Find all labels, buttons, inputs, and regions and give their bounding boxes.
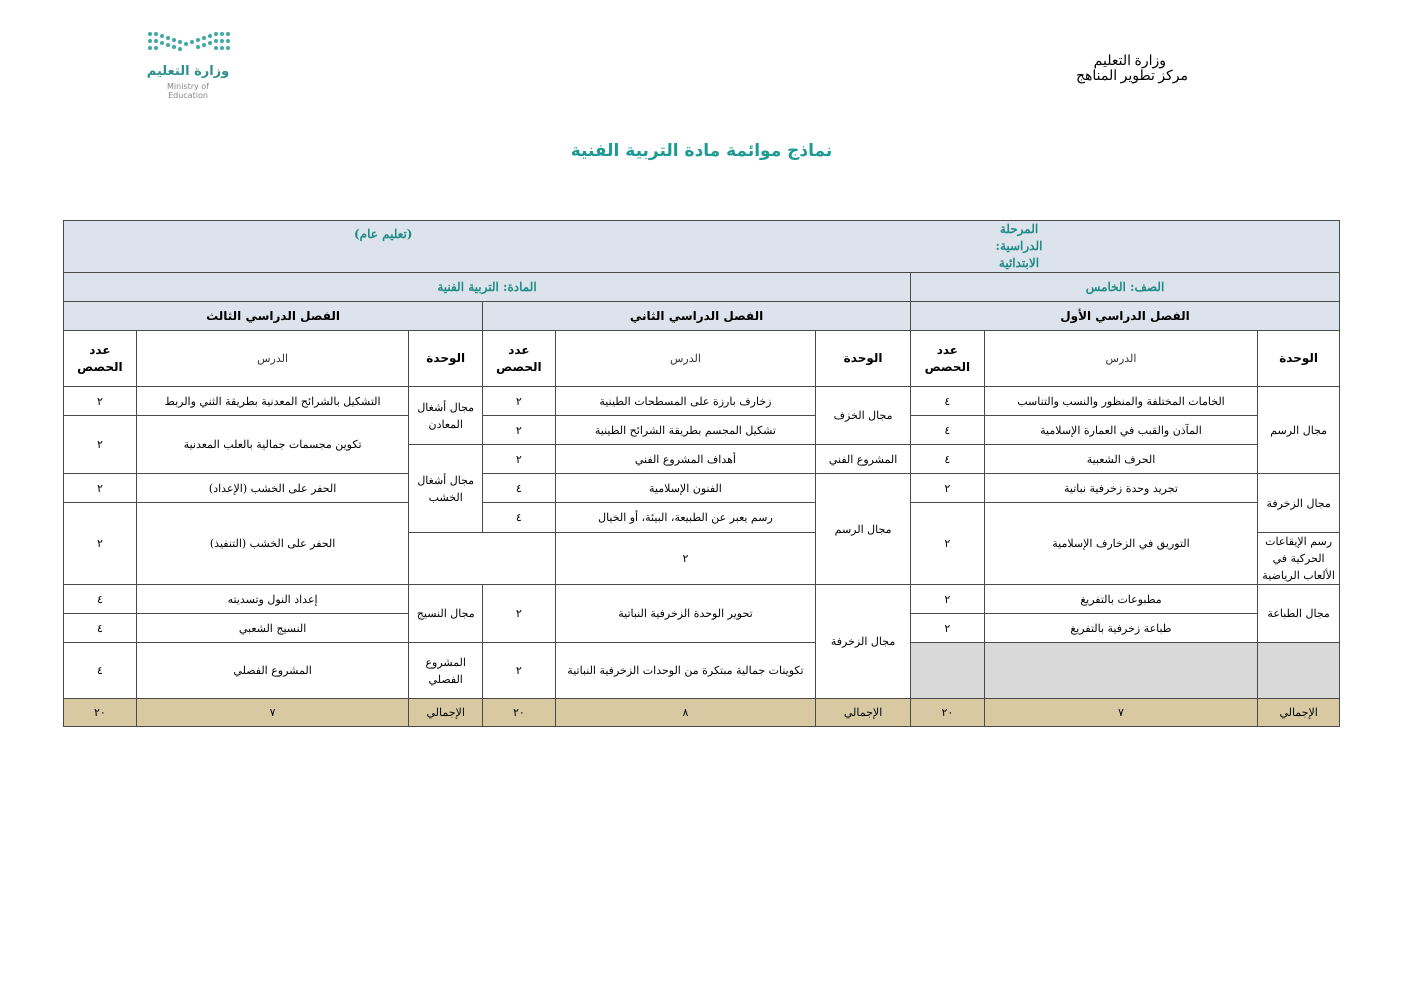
empty-cell — [911, 643, 985, 699]
grade-cell: الصف: الخامس — [911, 273, 1340, 302]
s1-periods-header: عدد الحصص — [911, 331, 985, 387]
s3-total-lessons: ٧ — [136, 699, 409, 727]
stage-cell — [64, 221, 1340, 273]
center-name: مركز تطوير المناهج — [1075, 69, 1188, 84]
s1-lesson-header: الدرس — [984, 331, 1258, 387]
ministry-name: وزارة التعليم — [1093, 54, 1166, 69]
s1-total-lessons: ٧ — [984, 699, 1258, 727]
s2-lesson: تحوير الوحدة الزخرفية النباتية — [555, 585, 815, 643]
s2-unit: المشروع الفني — [816, 445, 911, 474]
table-row — [64, 474, 1340, 503]
info-row-2 — [64, 273, 1340, 302]
s2-lesson: أهداف المشروع الفني — [555, 445, 815, 474]
s2-periods: ٢ — [483, 416, 556, 445]
info-row-1 — [64, 221, 1340, 273]
ministry-header — [1076, 54, 1188, 84]
s2-lesson-header: الدرس — [555, 331, 815, 387]
s3-lesson-header: الدرس — [136, 331, 409, 387]
page-title: نماذج موائمة مادة التربية الفنية — [570, 141, 833, 161]
s2-periods: ٢ — [483, 445, 556, 474]
s1-periods: ٢ — [911, 585, 985, 614]
track-label: (تعليم عام) — [354, 227, 413, 241]
s2-total-lessons: ٨ — [555, 699, 815, 727]
logo-english-text: Ministry of Education — [167, 82, 209, 100]
s1-unit: مجال الطباعة — [1258, 585, 1340, 643]
s2-periods: ٤ — [483, 503, 556, 533]
s1-unit: مجال الرسم — [1258, 387, 1340, 474]
s3-unit: مجال النسيج — [409, 585, 483, 643]
s1-unit-header: الوحدة — [1258, 331, 1340, 387]
s3-unit-header: الوحدة — [409, 331, 483, 387]
s3-periods: ٤ — [64, 614, 137, 643]
s2-unit-header: الوحدة — [816, 331, 911, 387]
s3-unit: مجال أشغال المعادن — [409, 387, 483, 445]
s2-lesson: زخارف بارزة على المسطحات الطينية — [555, 387, 815, 416]
s3-lesson: المشروع الفصلي — [136, 643, 409, 699]
s1-lesson: التوريق في الزخارف الإسلامية — [984, 503, 1258, 585]
s2-periods: ٤ — [483, 474, 556, 503]
s1-lesson: الخامات المختلفة والمنظور والنسب والتناسب — [984, 387, 1258, 416]
ministry-logo — [140, 26, 240, 100]
s2-lesson: رسم يعبر عن الطبيعة، البيئة، أو الخيال — [555, 503, 815, 533]
s1-periods: ٤ — [911, 387, 985, 416]
s2-periods-header: عدد الحصص — [483, 331, 556, 387]
s1-periods: ٢ — [911, 614, 985, 643]
logo-arabic-text: وزارة التعليم — [146, 64, 230, 79]
s1-lesson: الحرف الشعبية — [984, 445, 1258, 474]
s2-lesson: تكوينات جمالية مبتكرة من الوحدات الزخرفية النباتية — [555, 643, 815, 699]
s3-lesson: الحفر على الخشب (التنفيذ) — [136, 503, 409, 585]
s1-periods: ٢ — [911, 503, 985, 585]
s1-periods: ٤ — [911, 416, 985, 445]
semester-2-header: الفصل الدراسي الثاني — [483, 302, 911, 331]
table-row — [64, 643, 1340, 699]
s1-lesson: تجريد وحدة زخرفية نباتية — [984, 474, 1258, 503]
s1-lesson: مطبوعات بالتفريغ — [984, 585, 1258, 614]
curriculum-table — [63, 220, 1340, 727]
s3-periods: ٢ — [64, 474, 137, 503]
s2-lesson: رسم الإيقاعات الحركية في الألعاب الرياضية — [1258, 533, 1340, 585]
s2-periods: ٢ — [483, 585, 556, 643]
s1-periods: ٤ — [911, 445, 985, 474]
s3-lesson: النسيج الشعبي — [136, 614, 409, 643]
s2-lesson: تشكيل المجسم بطريقة الشرائح الطينية — [555, 416, 815, 445]
s1-lesson: المآذن والقبب في العمارة الإسلامية — [984, 416, 1258, 445]
s3-periods: ٤ — [64, 643, 137, 699]
s1-total-label: الإجمالي — [1258, 699, 1340, 727]
totals-row — [64, 699, 1340, 727]
s1-total-periods: ٢٠ — [911, 699, 985, 727]
s1-lesson: طباعة زخرفية بالتفريغ — [984, 614, 1258, 643]
subject-cell: المادة: التربية الفنية — [64, 273, 911, 302]
table-row — [64, 387, 1340, 416]
semester-row — [64, 302, 1340, 331]
s3-periods: ٤ — [64, 585, 137, 614]
s2-periods: ٢ — [483, 643, 556, 699]
s2-total-periods: ٢٠ — [483, 699, 556, 727]
s2-unit: مجال الزخرفة — [816, 585, 911, 699]
table-row — [64, 416, 1340, 445]
logo-dots-icon — [140, 26, 240, 62]
s2-unit: مجال الرسم — [816, 474, 911, 585]
s2-lesson: الفنون الإسلامية — [555, 474, 815, 503]
s3-lesson: إعداد النول وتسديته — [136, 585, 409, 614]
s1-periods: ٢ — [911, 474, 985, 503]
s2-total-label: الإجمالي — [816, 699, 911, 727]
s3-total-periods: ٢٠ — [64, 699, 137, 727]
s3-periods: ٢ — [64, 416, 137, 474]
semester-1-header: الفصل الدراسي الأول — [911, 302, 1340, 331]
s3-unit: مجال أشغال الخشب — [409, 445, 483, 533]
s3-lesson: التشكيل بالشرائح المعدنية بطريقة الثني والربط — [136, 387, 409, 416]
stage-label: المرحلة الدراسية: الابتدائية — [995, 222, 1043, 270]
table-row — [64, 585, 1340, 614]
s3-lesson: الحفر على الخشب (الإعداد) — [136, 474, 409, 503]
s3-lesson: تكوين مجسمات جمالية بالعلب المعدنية — [136, 416, 409, 474]
table-row — [64, 503, 1340, 533]
s2-periods: ٢ — [483, 387, 556, 416]
s3-total-label: الإجمالي — [409, 699, 483, 727]
s2-periods: ٢ — [555, 533, 815, 585]
s3-unit: المشروع الفصلي — [409, 643, 483, 699]
empty-cell — [1258, 643, 1340, 699]
s3-periods: ٢ — [64, 387, 137, 416]
empty-cell — [984, 643, 1258, 699]
s2-unit: مجال الخزف — [816, 387, 911, 445]
semester-3-header: الفصل الدراسي الثالث — [64, 302, 483, 331]
s1-unit: مجال الزخرفة — [1258, 474, 1340, 533]
s3-periods-header: عدد الحصص — [64, 331, 137, 387]
s3-periods: ٢ — [64, 503, 137, 585]
column-header-row — [64, 331, 1340, 387]
